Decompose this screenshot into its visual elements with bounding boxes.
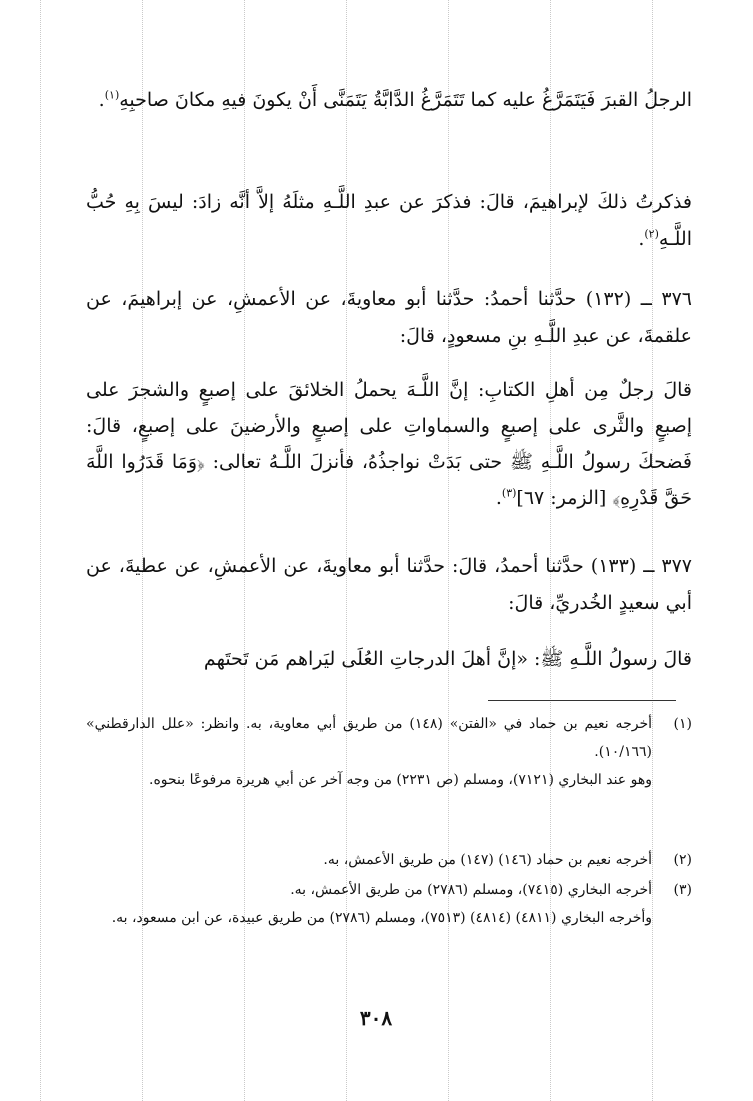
- footnote-2: [86, 846, 692, 874]
- hadith-377-matn: قالَ رسولُ اللَّـهِ ﷺ: «إنَّ أهلَ الدرجاتِ العُلَى ليَراهم مَن تَحتَهم: [203, 648, 692, 670]
- footnote-number: (٢): [673, 852, 692, 868]
- footnote-3: [86, 876, 692, 932]
- hadith-376-matn: قالَ رجلٌ مِن أهلِ الكتابِ: إنَّ اللَّـهَ يحملُ الخلائقَ على إصبعٍ والشجرَ على إصبعٍ والثَّرى على إصبعٍ والسماواتِ على إصبعٍ والأرضينَ على إصبعٍ، قالَ: فَضحكَ رسولُ اللَّـهِ ﷺ حتى بَدَتْ نواجذُهُ، فأنزلَ اللَّـهُ تعالى: ﴿وَمَا قَدَرُوا اللَّهَ حَقَّ قَدْرِهِ﴾ [الزمر: ٦٧]$^{(٣)}$.: [86, 379, 692, 509]
- footnote-line: وأخرجه البخاري (٤٨١١) (٤٨١٤) (٧٥١٣)، ومسلم (٢٧٨٦) من طريق عبيدة، عن ابن مسعود، به.: [111, 910, 652, 926]
- footnote-separator: [488, 700, 676, 701]
- footnote-number: (٣): [673, 882, 692, 898]
- page-number: ٣٠٨: [359, 1006, 393, 1030]
- guide-line: [40, 0, 41, 1101]
- hadith-377-isnad: ٣٧٧ ــ (١٣٣) حدَّثنا أحمدُ، قالَ: حدَّثنا أبو معاويةَ، عن الأعمشِ، عن عطيةَ، عن أبي سعيدٍ الخُدريِّ، قالَ:: [86, 555, 693, 614]
- footnote-number: (١): [673, 716, 692, 732]
- paragraph-2: فذكرتُ ذلكَ لإبراهيمَ، قالَ: فذكرَ عن عبدِ اللَّـهِ مثلَهُ إلاَّ أنَّه زادَ: ليسَ بِهِ حُبُّ اللَّـهِ$^{(٢)}$.: [86, 191, 692, 250]
- paragraph-1: الرجلُ القبرَ فَيَتَمَرَّغُ عليه كما تَتَمَرَّغُ الدَّابَّةُ يَتَمَنَّى أَنْ يكونَ فيهِ مكانَ صاحبِهِ$^{(١)}$.: [98, 88, 692, 111]
- footnote-1: [86, 710, 692, 794]
- footnote-ref-1: (١): [104, 88, 120, 102]
- footnote-line: أخرجه البخاري (٧٤١٥)، ومسلم (٢٧٨٦) من طريق الأعمش، به.: [290, 882, 652, 898]
- footnote-ref-2: (٢): [644, 227, 659, 241]
- footnote-line: أخرجه نعيم بن حماد (١٤٦) (١٤٧) من طريق الأعمش، به.: [323, 852, 652, 868]
- footnote-line: وهو عند البخاري (٧١٢١)، ومسلم (ص ٢٢٣١) من وجه آخر عن أبي هريرة مرفوعًا بنحوه.: [149, 772, 652, 788]
- footnote-ref-3: (٣): [501, 486, 517, 500]
- hadith-376-isnad: ٣٧٦ ــ (١٣٢) حدَّثنا أحمدُ: حدَّثنا أبو معاويةَ، عن الأعمشِ، عن إبراهيمَ، عن علقمةَ، عن عبدِ اللَّـهِ بنِ مسعودٍ، قالَ:: [86, 288, 692, 347]
- footnote-line: أخرجه نعيم بن حماد في «الفتن» (١٤٨) من طريق أبي معاوية، به. وانظر: «علل الدارقطني» (١٠/١٦٦).: [86, 716, 652, 760]
